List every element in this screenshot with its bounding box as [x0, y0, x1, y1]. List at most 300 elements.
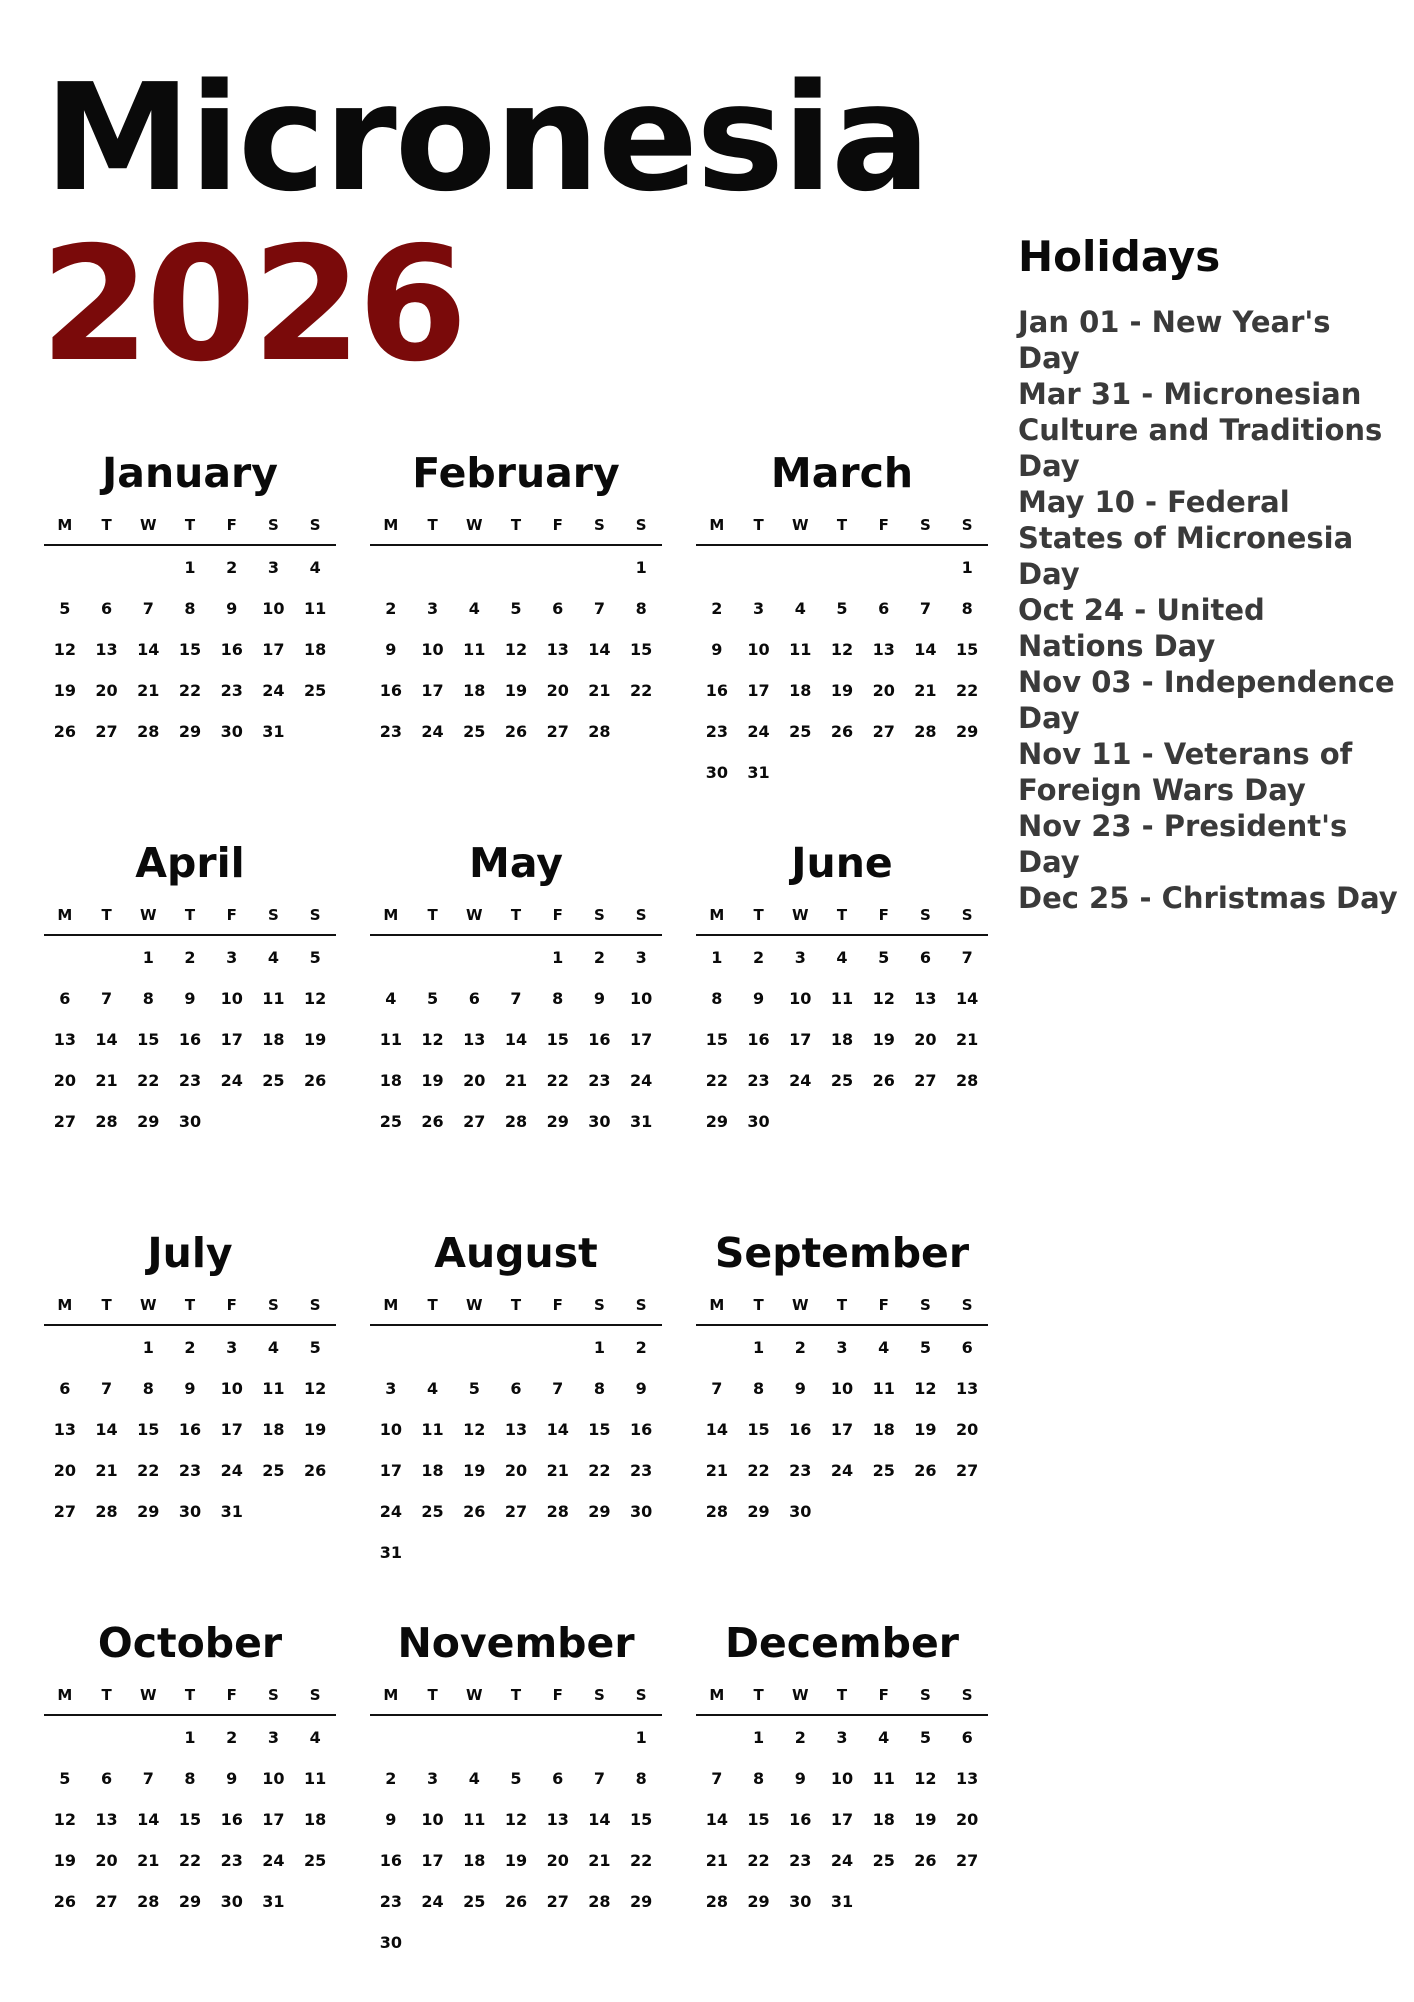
- day-cell: 17: [262, 1810, 285, 1829]
- day-cell: 9: [794, 1769, 806, 1788]
- month-name: August: [434, 1229, 598, 1277]
- day-cell: 13: [914, 989, 937, 1008]
- day-cell: 19: [504, 681, 528, 700]
- holiday-list: [1018, 304, 1398, 916]
- day-cell: 12: [421, 1030, 444, 1049]
- day-cell: 11: [872, 1379, 895, 1398]
- day-cell: 18: [830, 1030, 854, 1049]
- day-cell: 30: [789, 1502, 812, 1521]
- day-cell: 9: [184, 989, 196, 1008]
- day-cell: 16: [630, 1420, 653, 1439]
- day-cell: 1: [184, 558, 196, 577]
- day-cell: 24: [379, 1502, 402, 1521]
- day-cell: 22: [178, 1851, 202, 1870]
- weekday-label: T: [184, 1296, 196, 1314]
- weekday-label: S: [309, 516, 321, 534]
- day-cell: 7: [961, 948, 973, 967]
- empty-day-cell: [495, 560, 537, 601]
- weekday-label: T: [836, 1686, 848, 1704]
- day-cell: 29: [137, 1112, 160, 1131]
- day-cell: 25: [304, 1851, 327, 1870]
- day-cell: 25: [304, 681, 327, 700]
- day-cell: 7: [142, 599, 154, 618]
- day-cell: 21: [95, 1461, 118, 1480]
- day-cell: 24: [262, 681, 285, 700]
- day-cell: 20: [872, 681, 895, 700]
- day-grid: [370, 950, 662, 1155]
- weekday-label: T: [101, 1296, 112, 1314]
- day-cell: 16: [705, 681, 728, 700]
- day-cell: 5: [426, 989, 439, 1008]
- day-cell: 23: [588, 1071, 611, 1090]
- day-cell: 11: [304, 1769, 327, 1788]
- day-cell: 27: [956, 1851, 979, 1870]
- day-cell: 9: [226, 1769, 238, 1788]
- day-cell: 21: [705, 1851, 728, 1870]
- day-cell: 13: [463, 1030, 486, 1049]
- empty-day-cell: [696, 1340, 738, 1381]
- empty-day-cell: [127, 1730, 169, 1771]
- day-cell: 11: [872, 1769, 895, 1788]
- weekday-label: T: [753, 516, 764, 534]
- day-cell: 19: [914, 1420, 937, 1439]
- day-cell: 21: [956, 1030, 979, 1049]
- weekday-label: T: [510, 1686, 522, 1704]
- day-cell: 12: [872, 989, 895, 1008]
- day-cell: 26: [504, 1892, 528, 1911]
- day-cell: 23: [178, 1071, 202, 1090]
- weekday-label: S: [920, 1686, 931, 1704]
- day-cell: 15: [747, 1420, 770, 1439]
- day-cell: 11: [789, 640, 812, 659]
- empty-day-cell: [412, 560, 454, 601]
- weekday-label: W: [140, 1686, 157, 1704]
- day-cell: 28: [504, 1112, 528, 1131]
- day-cell: 23: [705, 722, 728, 741]
- weekday-label: W: [466, 906, 483, 924]
- day-cell: 11: [262, 989, 285, 1008]
- day-cell: 16: [789, 1420, 812, 1439]
- empty-day-cell: [579, 560, 621, 601]
- day-cell: 3: [226, 1338, 238, 1357]
- day-cell: 20: [504, 1461, 528, 1480]
- day-cell: 19: [53, 1851, 76, 1870]
- weekday-label: M: [57, 1296, 73, 1314]
- weekday-label: W: [466, 1686, 483, 1704]
- month-january: [44, 442, 336, 832]
- day-cell: 24: [789, 1071, 812, 1090]
- weekday-label: T: [101, 906, 112, 924]
- day-cell: 17: [220, 1030, 243, 1049]
- day-cell: 24: [630, 1071, 653, 1090]
- day-cell: 14: [95, 1030, 118, 1049]
- day-cell: 1: [142, 1338, 154, 1357]
- day-cell: 19: [830, 681, 854, 700]
- day-grid: [44, 950, 336, 1155]
- day-cell: 29: [630, 1892, 653, 1911]
- day-cell: 16: [178, 1420, 202, 1439]
- day-cell: 14: [137, 1810, 160, 1829]
- weekday-label: S: [920, 516, 931, 534]
- day-cell: 18: [872, 1810, 895, 1829]
- day-cell: 18: [789, 681, 812, 700]
- empty-day-cell: [127, 560, 169, 601]
- day-cell: 13: [95, 640, 118, 659]
- day-cell: 21: [588, 1851, 611, 1870]
- day-cell: 23: [178, 1461, 202, 1480]
- month-october: [44, 1612, 336, 2002]
- day-cell: 20: [95, 1851, 118, 1870]
- day-cell: 12: [504, 1810, 528, 1829]
- day-cell: 28: [137, 722, 160, 741]
- day-cell: 28: [588, 722, 611, 741]
- day-cell: 16: [379, 1851, 402, 1870]
- empty-day-cell: [495, 1340, 537, 1381]
- day-cell: 21: [137, 1851, 160, 1870]
- day-cell: 2: [184, 1338, 196, 1357]
- day-cell: 30: [220, 722, 243, 741]
- day-cell: 12: [304, 989, 327, 1008]
- day-cell: 4: [385, 989, 397, 1008]
- weekday-label: S: [309, 1296, 321, 1314]
- day-cell: 15: [178, 1810, 202, 1829]
- weekday-label: M: [383, 516, 399, 534]
- weekday-header: [44, 516, 336, 546]
- day-cell: 6: [552, 599, 564, 618]
- day-cell: 14: [504, 1030, 528, 1049]
- day-cell: 2: [711, 599, 723, 618]
- weekday-label: M: [57, 516, 73, 534]
- weekday-label: F: [226, 906, 237, 924]
- day-cell: 30: [630, 1502, 653, 1521]
- day-cell: 3: [635, 948, 647, 967]
- day-cell: 15: [705, 1030, 728, 1049]
- day-cell: 11: [463, 640, 486, 659]
- day-cell: 12: [463, 1420, 486, 1439]
- day-cell: 10: [421, 640, 444, 659]
- empty-day-cell: [905, 560, 947, 601]
- day-cell: 29: [546, 1112, 569, 1131]
- day-cell: 18: [304, 640, 327, 659]
- weekday-header: [44, 1296, 336, 1326]
- day-cell: 12: [914, 1379, 937, 1398]
- empty-day-cell: [86, 1730, 128, 1771]
- day-cell: 13: [53, 1030, 76, 1049]
- day-cell: 6: [59, 1379, 71, 1398]
- holiday-item: Dec 25 - Christmas Day: [1018, 881, 1398, 916]
- month-name: July: [147, 1229, 233, 1277]
- day-cell: 17: [747, 681, 770, 700]
- weekday-label: W: [792, 1686, 809, 1704]
- day-cell: 20: [95, 681, 118, 700]
- day-cell: 12: [504, 640, 528, 659]
- weekday-label: M: [383, 1296, 399, 1314]
- weekday-label: W: [466, 516, 483, 534]
- empty-day-cell: [453, 950, 495, 991]
- day-cell: 14: [914, 640, 937, 659]
- day-cell: 7: [593, 599, 605, 618]
- day-cell: 21: [588, 681, 611, 700]
- day-cell: 26: [304, 1461, 327, 1480]
- day-cell: 30: [789, 1892, 812, 1911]
- day-cell: 2: [226, 1728, 238, 1747]
- day-grid: [370, 1730, 662, 1976]
- day-cell: 24: [830, 1461, 854, 1480]
- month-name: November: [397, 1619, 635, 1667]
- day-cell: 15: [630, 1810, 653, 1829]
- day-cell: 3: [426, 599, 439, 618]
- month-name: September: [714, 1229, 970, 1277]
- day-cell: 22: [178, 681, 202, 700]
- day-cell: 28: [956, 1071, 979, 1090]
- empty-day-cell: [821, 560, 863, 601]
- day-cell: 27: [53, 1502, 76, 1521]
- day-cell: 5: [309, 1338, 321, 1357]
- day-cell: 4: [794, 599, 806, 618]
- weekday-label: S: [635, 906, 647, 924]
- day-cell: 29: [705, 1112, 728, 1131]
- month-february: [370, 442, 662, 832]
- weekday-label: T: [510, 906, 522, 924]
- weekday-label: S: [635, 1296, 647, 1314]
- empty-day-cell: [453, 1730, 495, 1771]
- day-cell: 11: [421, 1420, 444, 1439]
- day-cell: 9: [635, 1379, 647, 1398]
- weekday-label: S: [961, 516, 973, 534]
- weekday-label: S: [594, 1686, 605, 1704]
- weekday-label: T: [427, 906, 438, 924]
- empty-day-cell: [696, 1730, 738, 1771]
- month-april: [44, 832, 336, 1222]
- day-cell: 30: [747, 1112, 770, 1131]
- day-cell: 6: [100, 599, 113, 618]
- holiday-item: Jan 01 - New Year's Day: [1018, 305, 1331, 376]
- day-cell: 14: [705, 1810, 728, 1829]
- day-cell: 21: [137, 681, 160, 700]
- day-cell: 14: [956, 989, 979, 1008]
- day-cell: 30: [705, 763, 728, 782]
- day-cell: 8: [711, 989, 723, 1008]
- day-cell: 17: [220, 1420, 243, 1439]
- weekday-label: T: [753, 1296, 764, 1314]
- weekday-label: M: [709, 516, 725, 534]
- day-cell: 5: [836, 599, 848, 618]
- weekday-label: W: [792, 516, 809, 534]
- day-cell: 2: [226, 558, 238, 577]
- weekday-label: T: [836, 1296, 848, 1314]
- weekday-label: F: [226, 1296, 237, 1314]
- day-cell: 29: [747, 1892, 770, 1911]
- day-grid: [370, 560, 662, 765]
- day-cell: 9: [593, 989, 605, 1008]
- holiday-item: Oct 24 - United Nations Day: [1018, 593, 1265, 664]
- day-cell: 19: [504, 1851, 528, 1870]
- month-may: [370, 832, 662, 1222]
- day-cell: 10: [830, 1379, 854, 1398]
- day-cell: 22: [956, 681, 979, 700]
- day-cell: 26: [504, 722, 528, 741]
- weekday-label: T: [184, 1686, 196, 1704]
- day-cell: 7: [711, 1769, 723, 1788]
- weekday-header: [370, 906, 662, 936]
- day-cell: 9: [711, 640, 723, 659]
- day-cell: 23: [789, 1461, 812, 1480]
- day-cell: 22: [705, 1071, 728, 1090]
- weekday-label: M: [709, 1686, 725, 1704]
- day-cell: 1: [593, 1338, 605, 1357]
- day-cell: 9: [752, 989, 765, 1008]
- weekday-header: [696, 516, 988, 546]
- month-november: [370, 1612, 662, 2002]
- day-cell: 31: [747, 763, 770, 782]
- empty-day-cell: [370, 1340, 412, 1381]
- empty-day-cell: [779, 560, 821, 601]
- day-cell: 10: [747, 640, 770, 659]
- day-cell: 23: [630, 1461, 653, 1480]
- weekday-label: W: [140, 906, 157, 924]
- weekday-label: M: [57, 1686, 73, 1704]
- day-cell: 30: [588, 1112, 611, 1131]
- holiday-item: Nov 23 - President's Day: [1018, 809, 1348, 880]
- day-cell: 3: [226, 948, 238, 967]
- day-cell: 29: [178, 1892, 202, 1911]
- empty-day-cell: [579, 1730, 621, 1771]
- weekday-header: [696, 1296, 988, 1326]
- day-cell: 20: [53, 1071, 76, 1090]
- day-cell: 20: [463, 1071, 486, 1090]
- day-cell: 31: [830, 1892, 854, 1911]
- day-cell: 16: [588, 1030, 611, 1049]
- day-grid: [696, 950, 988, 1155]
- day-cell: 13: [956, 1379, 979, 1398]
- empty-day-cell: [86, 560, 128, 601]
- day-cell: 14: [137, 640, 160, 659]
- day-cell: 28: [137, 1892, 160, 1911]
- day-cell: 17: [421, 1851, 444, 1870]
- day-cell: 11: [379, 1030, 402, 1049]
- day-cell: 15: [747, 1810, 770, 1829]
- day-cell: 25: [872, 1851, 895, 1870]
- day-cell: 24: [830, 1851, 854, 1870]
- day-cell: 25: [789, 722, 812, 741]
- month-name: May: [469, 839, 563, 887]
- day-cell: 27: [95, 1892, 118, 1911]
- weekday-label: S: [961, 906, 973, 924]
- weekday-label: W: [140, 516, 157, 534]
- empty-day-cell: [370, 1730, 412, 1771]
- day-cell: 14: [705, 1420, 728, 1439]
- day-cell: 13: [53, 1420, 76, 1439]
- day-cell: 26: [53, 722, 76, 741]
- empty-day-cell: [370, 950, 412, 991]
- day-cell: 8: [142, 1379, 154, 1398]
- day-cell: 16: [789, 1810, 812, 1829]
- day-cell: 18: [262, 1420, 285, 1439]
- year-title: 2026: [40, 213, 464, 397]
- day-cell: 18: [463, 1851, 486, 1870]
- day-cell: 12: [53, 1810, 76, 1829]
- day-cell: 30: [178, 1112, 202, 1131]
- day-cell: 22: [137, 1461, 160, 1480]
- day-cell: 31: [220, 1502, 243, 1521]
- day-cell: 1: [711, 948, 723, 967]
- day-cell: 20: [546, 1851, 569, 1870]
- weekday-label: M: [383, 1686, 399, 1704]
- weekday-label: S: [594, 1296, 605, 1314]
- empty-day-cell: [86, 1340, 128, 1381]
- day-cell: 15: [588, 1420, 611, 1439]
- day-cell: 22: [630, 681, 653, 700]
- weekday-label: S: [268, 516, 279, 534]
- weekday-label: F: [552, 1296, 563, 1314]
- day-cell: 4: [468, 1769, 480, 1788]
- day-cell: 12: [914, 1769, 937, 1788]
- month-name: June: [791, 839, 893, 887]
- weekday-label: T: [753, 906, 764, 924]
- day-cell: 6: [552, 1769, 564, 1788]
- day-cell: 22: [546, 1071, 569, 1090]
- weekday-label: T: [753, 1686, 764, 1704]
- day-cell: 19: [304, 1030, 327, 1049]
- weekday-label: T: [101, 516, 112, 534]
- day-cell: 29: [178, 722, 202, 741]
- day-cell: 6: [919, 948, 931, 967]
- day-cell: 29: [956, 722, 979, 741]
- day-cell: 14: [588, 1810, 611, 1829]
- weekday-header: [696, 906, 988, 936]
- day-cell: 25: [463, 722, 486, 741]
- day-cell: 30: [379, 1933, 402, 1952]
- weekday-label: W: [792, 1296, 809, 1314]
- weekday-label: T: [427, 516, 438, 534]
- day-cell: 23: [220, 1851, 243, 1870]
- day-cell: 23: [220, 681, 243, 700]
- day-cell: 26: [304, 1071, 327, 1090]
- day-cell: 17: [830, 1810, 854, 1829]
- day-cell: 21: [95, 1071, 118, 1090]
- day-cell: 21: [705, 1461, 728, 1480]
- empty-day-cell: [453, 560, 495, 601]
- day-cell: 23: [379, 722, 402, 741]
- day-cell: 30: [178, 1502, 202, 1521]
- weekday-label: F: [226, 516, 237, 534]
- day-cell: 6: [468, 989, 480, 1008]
- weekday-label: T: [510, 516, 522, 534]
- empty-day-cell: [412, 1730, 454, 1771]
- day-cell: 11: [304, 599, 327, 618]
- day-cell: 27: [914, 1071, 937, 1090]
- day-cell: 8: [184, 599, 196, 618]
- weekday-label: W: [466, 1296, 483, 1314]
- month-july: [44, 1222, 336, 1612]
- day-cell: 17: [262, 640, 285, 659]
- day-cell: 4: [878, 1338, 890, 1357]
- day-cell: 1: [142, 948, 154, 967]
- day-cell: 27: [546, 1892, 569, 1911]
- day-cell: 8: [552, 989, 564, 1008]
- day-cell: 31: [630, 1112, 653, 1131]
- day-cell: 13: [546, 1810, 569, 1829]
- day-cell: 15: [546, 1030, 569, 1049]
- day-cell: 19: [304, 1420, 327, 1439]
- weekday-label: F: [878, 1686, 889, 1704]
- weekday-label: S: [309, 1686, 321, 1704]
- day-cell: 5: [59, 599, 71, 618]
- day-cell: 5: [510, 1769, 522, 1788]
- weekday-label: F: [226, 1686, 237, 1704]
- day-grid: [696, 560, 988, 806]
- day-cell: 9: [385, 1810, 397, 1829]
